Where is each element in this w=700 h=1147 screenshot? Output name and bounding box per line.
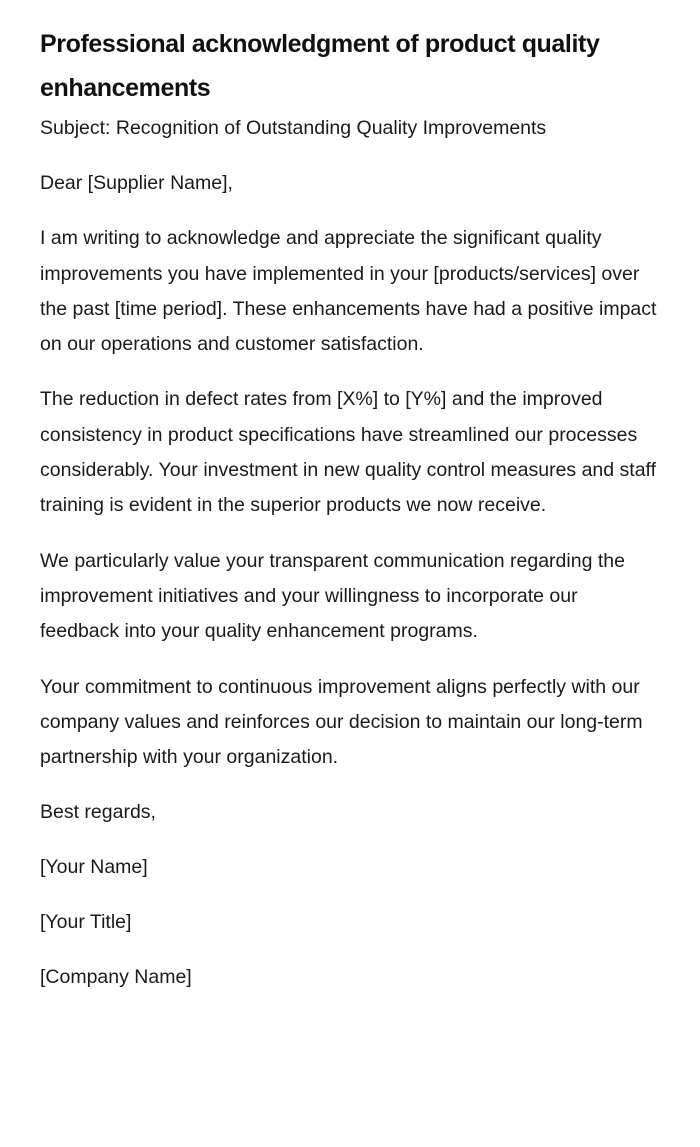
signature-company: [Company Name] xyxy=(40,966,192,989)
body-paragraph-4: Your commitment to continuous improvement aligns perfectly with our company values and reinforces our decision to maintain our long-term partnership with your organization. xyxy=(40,675,643,769)
subject-line: Subject: Recognition of Outstanding Quality Improvements xyxy=(40,117,547,139)
signature-name: [Your Name] xyxy=(40,856,148,879)
body-paragraph-2: The reduction in defect rates from [X%] to [Y%] and the improved consistency in product specifications have streamlined our processes considerably. Your investment in new quality control measures and staff training is evident in the superior products we now receive. xyxy=(40,388,657,517)
body-paragraph-1: I am writing to acknowledge and appreciate the significant quality improvements you have implemented in your [products/services] over the past [time period]. These enhancements have had a positive impact on our operations and customer satisfaction. xyxy=(40,227,657,356)
closing: Best regards, xyxy=(40,801,156,824)
greeting: Dear [Supplier Name], xyxy=(40,172,233,194)
document-title: Professional acknowledgment of product quality enhancements xyxy=(40,30,600,102)
signature-title: [Your Title] xyxy=(40,911,132,934)
body-paragraph-3: We particularly value your transparent communication regarding the improvement initiatives and your willingness to incorporate our feedback into your quality enhancement programs. xyxy=(40,549,625,643)
